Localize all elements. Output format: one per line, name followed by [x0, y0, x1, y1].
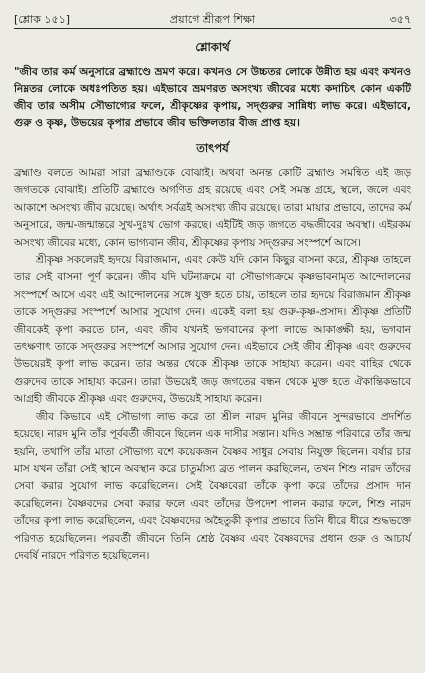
translation-text	[14, 64, 411, 132]
purport-paragraph-1: ব্রহ্মাণ্ড বলতে আমরা সারা ব্রহ্মাণ্ডকে বোঝাই। অথবা অনন্ত কোটি ব্রহ্মাণ্ড সমন্বিত এই জড় জগতকে বোঝাই। প্রতিটি ব্রহ্মাণ্ডে অগণিত গ্রহ রয়েছে এবং সেই সমস্ত গ্রহে, স্থলে, জলে এবং আকাশে অসংখ্য জীব রয়েছে। অর্থাৎ সর্বত্রই অসংখ্য জীব রয়েছে। তারা মায়ার প্রভাবে, তাদের কর্ম অনুসারে, জন্ম-জন্মান্তরে সুখ-দুঃখ ভোগ করছে। এইটিই জড় জগতে বদ্ধজীবের অবস্থা। এইরকম অসংখ্য জীবের মধ্যে, কোন ভাগ্যবান জীব, শ্রীকৃষ্ণের কৃপায় সদ্গুরুর সংস্পর্শে আসে।	[14, 167, 411, 249]
page-header	[14, 10, 411, 29]
translation-paragraph: "জীব তার কর্ম অনুসারে ব্রহ্মাণ্ডে ভ্রমণ করে। কখনও সে উচ্চতর লোকে উন্নীত হয় এবং কখনও নিম্নতর লোকে অধঃপতিত হয়। এইভাবে ভ্রমণরত অসংখ্য জীবের মধ্যে কদাচিৎ কোন একটি জীব তার অসীম সৌভাগ্যের ফলে, শ্রীকৃষ্ণের কৃপায়, সদ্গুরুর সান্নিধ্য লাভ করে। এইভাবে, গুরু ও কৃষ্ণ, উভয়ের কৃপার প্রভাবে জীব ভক্তিলতার বীজ প্রাপ্ত হয়।	[14, 66, 411, 129]
verse-reference: [শ্লোক ১৫১]	[14, 13, 71, 26]
chapter-title: প্রয়াগে শ্রীরূপ শিক্ষা	[169, 13, 256, 26]
purport-text	[14, 165, 411, 565]
translation-heading: শ্লোকার্থ	[195, 40, 230, 54]
purport-paragraph-2: শ্রীকৃষ্ণ সকলেরই হৃদয়ে বিরাজমান, এবং কেউ যদি কোন কিছুর বাসনা করে, শ্রীকৃষ্ণ তাহলে তার সেই বাসনা পূর্ণ করেন। জীব যদি ঘটনাক্রমে বা সৌভাগ্যক্রমে কৃষ্ণভাবনামৃত আন্দোলনের সংস্পর্শে আসে এবং এই আন্দোলনের সঙ্গে যুক্ত হতে চায়, তাহলে তার হৃদয়ে বিরাজমান শ্রীকৃষ্ণ তাকে সদ্গুরুর সংস্পর্শে আসার সুযোগ দেন। একেই বলা হয় গুরু-কৃষ্ণ-প্রসাদ। শ্রীকৃষ্ণ প্রতিটি জীবকেই কৃপা করতে চান, এবং জীব যখনই ভগবানের কৃপা লাভে আকাঙ্ক্ষী হয়, ভগবান তৎক্ষণাৎ তাকে সদ্গুরুর সংস্পর্শে আসার সুযোগ দেন। এইভাবে সেই জীব শ্রীকৃষ্ণ এবং গুরুদেব উভয়েরই কৃপা লাভ করেন। তার অন্তর থেকে শ্রীকৃষ্ণ তাকে সাহায্য করেন। এবং বাহির থেকে গুরুদেব তাকে সাহায্য করেন। তারা উভয়েই জড় জগতের বন্ধন থেকে মুক্ত হতে ঐকান্তিকভাবে আগ্রহী জীবকে শ্রীকৃষ্ণ এবং গুরুদেব, উভয়েই সাহায্য করেন।	[14, 254, 411, 406]
purport-heading: তাৎপর্য	[196, 141, 229, 155]
purport-paragraph-3: জীব কিভাবে এই সৌভাগ্য লাভ করে তা শ্রীল নারদ মুনির জীবনে সুন্দরভাবে প্রদর্শিত হয়েছে। নারদ মুনি তাঁর পূর্ববর্তী জীবনে ছিলেন এক দাসীর সন্তান। যদিও সম্ভ্রান্ত পরিবারে তাঁর জন্ম হয়নি, তথাপি তাঁর মাতা সৌভাগ্য বশে কয়েকজন বৈষ্ণব সাধুর সেবায় নিযুক্ত ছিলেন। বর্ষার চার মাস যখন তাঁরা সেই স্থানে অবস্থান করে চাতুর্মাস্য ব্রত পালন করছিলেন, তখন শিশু নারদ তাঁদের সেবা করার সুযোগ লাভ করেছিলেন। সেই বৈষ্ণবেরা তাঁকে কৃপা করে তাঁদের প্রসাদ দান করেছিলেন। বৈষ্ণবদের সেবা করার ফলে এবং তাঁদের উপদেশ পালন করার ফলে, শিশু নারদ তাঁদের কৃপা লাভ করেছিলেন, এবং বৈষ্ণবদের অহৈতুকী কৃপার প্রভাবে তিনি ধীরে ধীরে শুদ্ধভক্তে পরিণত হয়েছিলেন। পরবর্তী জীবনে তিনি শ্রেষ্ঠ বৈষ্ণব এবং বৈষ্ণবদের প্রধান গুরু ও আচার্য দেবর্ষি নারদে পরিণত হয়েছিলেন।	[14, 410, 411, 562]
page-number: ৩৫৭	[389, 13, 411, 26]
